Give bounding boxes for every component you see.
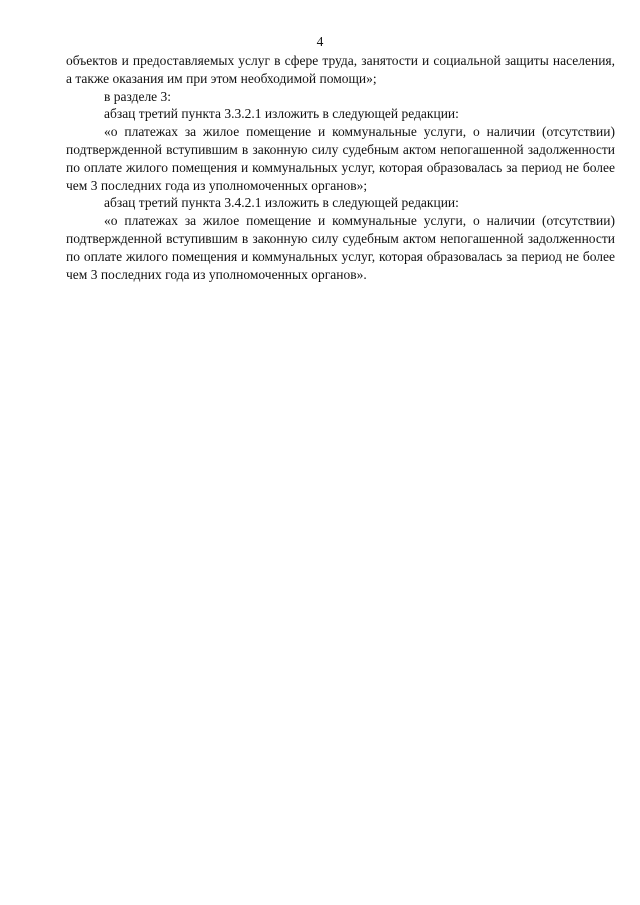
paragraph-continuation: объектов и предоставляемых услуг в сфере труда, занятости и социальной защиты населения, а также оказания им при этом необходимой помощи»;: [66, 53, 615, 86]
paragraph-amendment-text-3-3-2-1: «о платежах за жилое помещение и коммунальные услуги, о наличии (отсутствии) подтвержденной вступившим в законную силу судебным актом непогашенной задолженности по оплате жилого помещения и коммунальных услуг, которая образовалась за период не более чем 3 последних года из уполномоченных органов»;: [66, 124, 615, 193]
paragraph-amendment-intro-3-3-2-1: абзац третий пункта 3.3.2.1 изложить в следующей редакции:: [104, 106, 459, 122]
page-number: 4: [316, 34, 324, 49]
paragraph-section-reference: в разделе 3:: [104, 88, 172, 104]
paragraph-amendment-text-3-4-2-1: «о платежах за жилое помещение и коммунальные услуги, о наличии (отсутствии) подтвержденной вступившим в законную силу судебным актом непогашенной задолженности по оплате жилого помещения и коммунальных услуг, которая образовалась за период не более чем 3 последних года из уполномоченных органов».: [66, 213, 615, 282]
document-body: [66, 52, 615, 283]
paragraph-amendment-intro-3-4-2-1: абзац третий пункта 3.4.2.1 изложить в следующей редакции:: [104, 195, 459, 211]
